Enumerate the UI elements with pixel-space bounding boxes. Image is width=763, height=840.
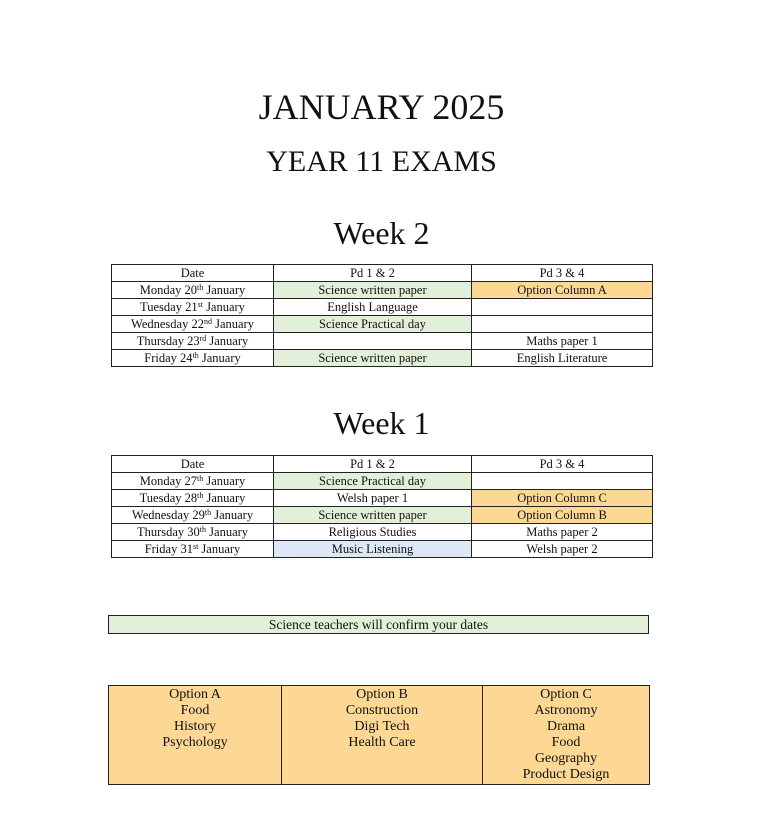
pd34-cell: [472, 316, 653, 333]
week1-heading: Week 1: [333, 405, 430, 441]
table-row: [112, 350, 653, 367]
option-subject: Psychology: [162, 735, 228, 750]
date-cell: Thursday 30th January: [112, 524, 274, 541]
pd12-cell: Science Practical day: [274, 316, 472, 333]
table-row: [112, 541, 653, 558]
option-b-title: Option B: [356, 687, 408, 702]
option-subject: Product Design: [522, 767, 610, 782]
pd34-cell: Option Column C: [472, 490, 653, 507]
date-cell: Friday 24th January: [112, 350, 274, 367]
pd12-cell: Science written paper: [274, 282, 472, 299]
table-row: [112, 490, 653, 507]
pd12-cell: Science written paper: [274, 350, 472, 367]
page-title: JANUARY 2025: [258, 87, 505, 127]
option-subject: Drama: [546, 719, 586, 734]
date-header: Date: [112, 456, 274, 473]
option-subject: History: [174, 719, 216, 734]
option-subject: Geography: [534, 751, 598, 766]
date-cell: Monday 27th January: [112, 473, 274, 490]
header-row: [112, 265, 653, 282]
pd34-cell: [472, 473, 653, 490]
option-columns-table: [108, 685, 650, 785]
pd34-cell: Maths paper 1: [472, 333, 653, 350]
pd12-cell: [274, 333, 472, 350]
pd12-cell: Music Listening: [274, 541, 472, 558]
pd12-cell: Welsh paper 1: [274, 490, 472, 507]
pd34-cell: English Literature: [472, 350, 653, 367]
science-note: Science teachers will confirm your dates: [108, 615, 649, 634]
option-subject: Construction: [345, 703, 419, 718]
option-subject: Food: [551, 735, 581, 750]
pd34-header: Pd 3 & 4: [472, 265, 653, 282]
pd12-header: Pd 1 & 2: [274, 456, 472, 473]
option-subject: Health Care: [348, 735, 416, 750]
option-subject: Astronomy: [534, 703, 598, 718]
week2-heading: Week 2: [333, 215, 430, 251]
pd34-cell: Maths paper 2: [472, 524, 653, 541]
option-a-cell: [109, 686, 282, 785]
pd12-header: Pd 1 & 2: [274, 265, 472, 282]
date-header: Date: [112, 265, 274, 282]
table-row: [112, 507, 653, 524]
date-cell: Wednesday 29th January: [112, 507, 274, 524]
page-subtitle: YEAR 11 EXAMS: [266, 145, 497, 178]
date-cell: Tuesday 28th January: [112, 490, 274, 507]
pd34-cell: Option Column B: [472, 507, 653, 524]
table-row: [112, 316, 653, 333]
option-subject: Digi Tech: [354, 719, 410, 734]
option-a-title: Option A: [169, 687, 221, 702]
week2-timetable: [111, 264, 653, 367]
date-cell: Wednesday 22nd January: [112, 316, 274, 333]
table-row: [112, 333, 653, 350]
pd12-cell: Religious Studies: [274, 524, 472, 541]
date-cell: Tuesday 21st January: [112, 299, 274, 316]
table-row: [112, 299, 653, 316]
table-row: [112, 473, 653, 490]
date-cell: Monday 20th January: [112, 282, 274, 299]
pd12-cell: Science Practical day: [274, 473, 472, 490]
pd34-cell: [472, 299, 653, 316]
option-c-cell: [483, 686, 650, 785]
pd34-cell: Option Column A: [472, 282, 653, 299]
pd34-header: Pd 3 & 4: [472, 456, 653, 473]
pd34-cell: Welsh paper 2: [472, 541, 653, 558]
table-row: [112, 524, 653, 541]
date-cell: Thursday 23rd January: [112, 333, 274, 350]
date-cell: Friday 31st January: [112, 541, 274, 558]
option-b-cell: [282, 686, 483, 785]
header-row: [112, 456, 653, 473]
option-c-title: Option C: [540, 687, 592, 702]
week1-timetable: [111, 455, 653, 558]
pd12-cell: Science written paper: [274, 507, 472, 524]
pd12-cell: English Language: [274, 299, 472, 316]
table-row: [112, 282, 653, 299]
option-subject: Food: [180, 703, 210, 718]
